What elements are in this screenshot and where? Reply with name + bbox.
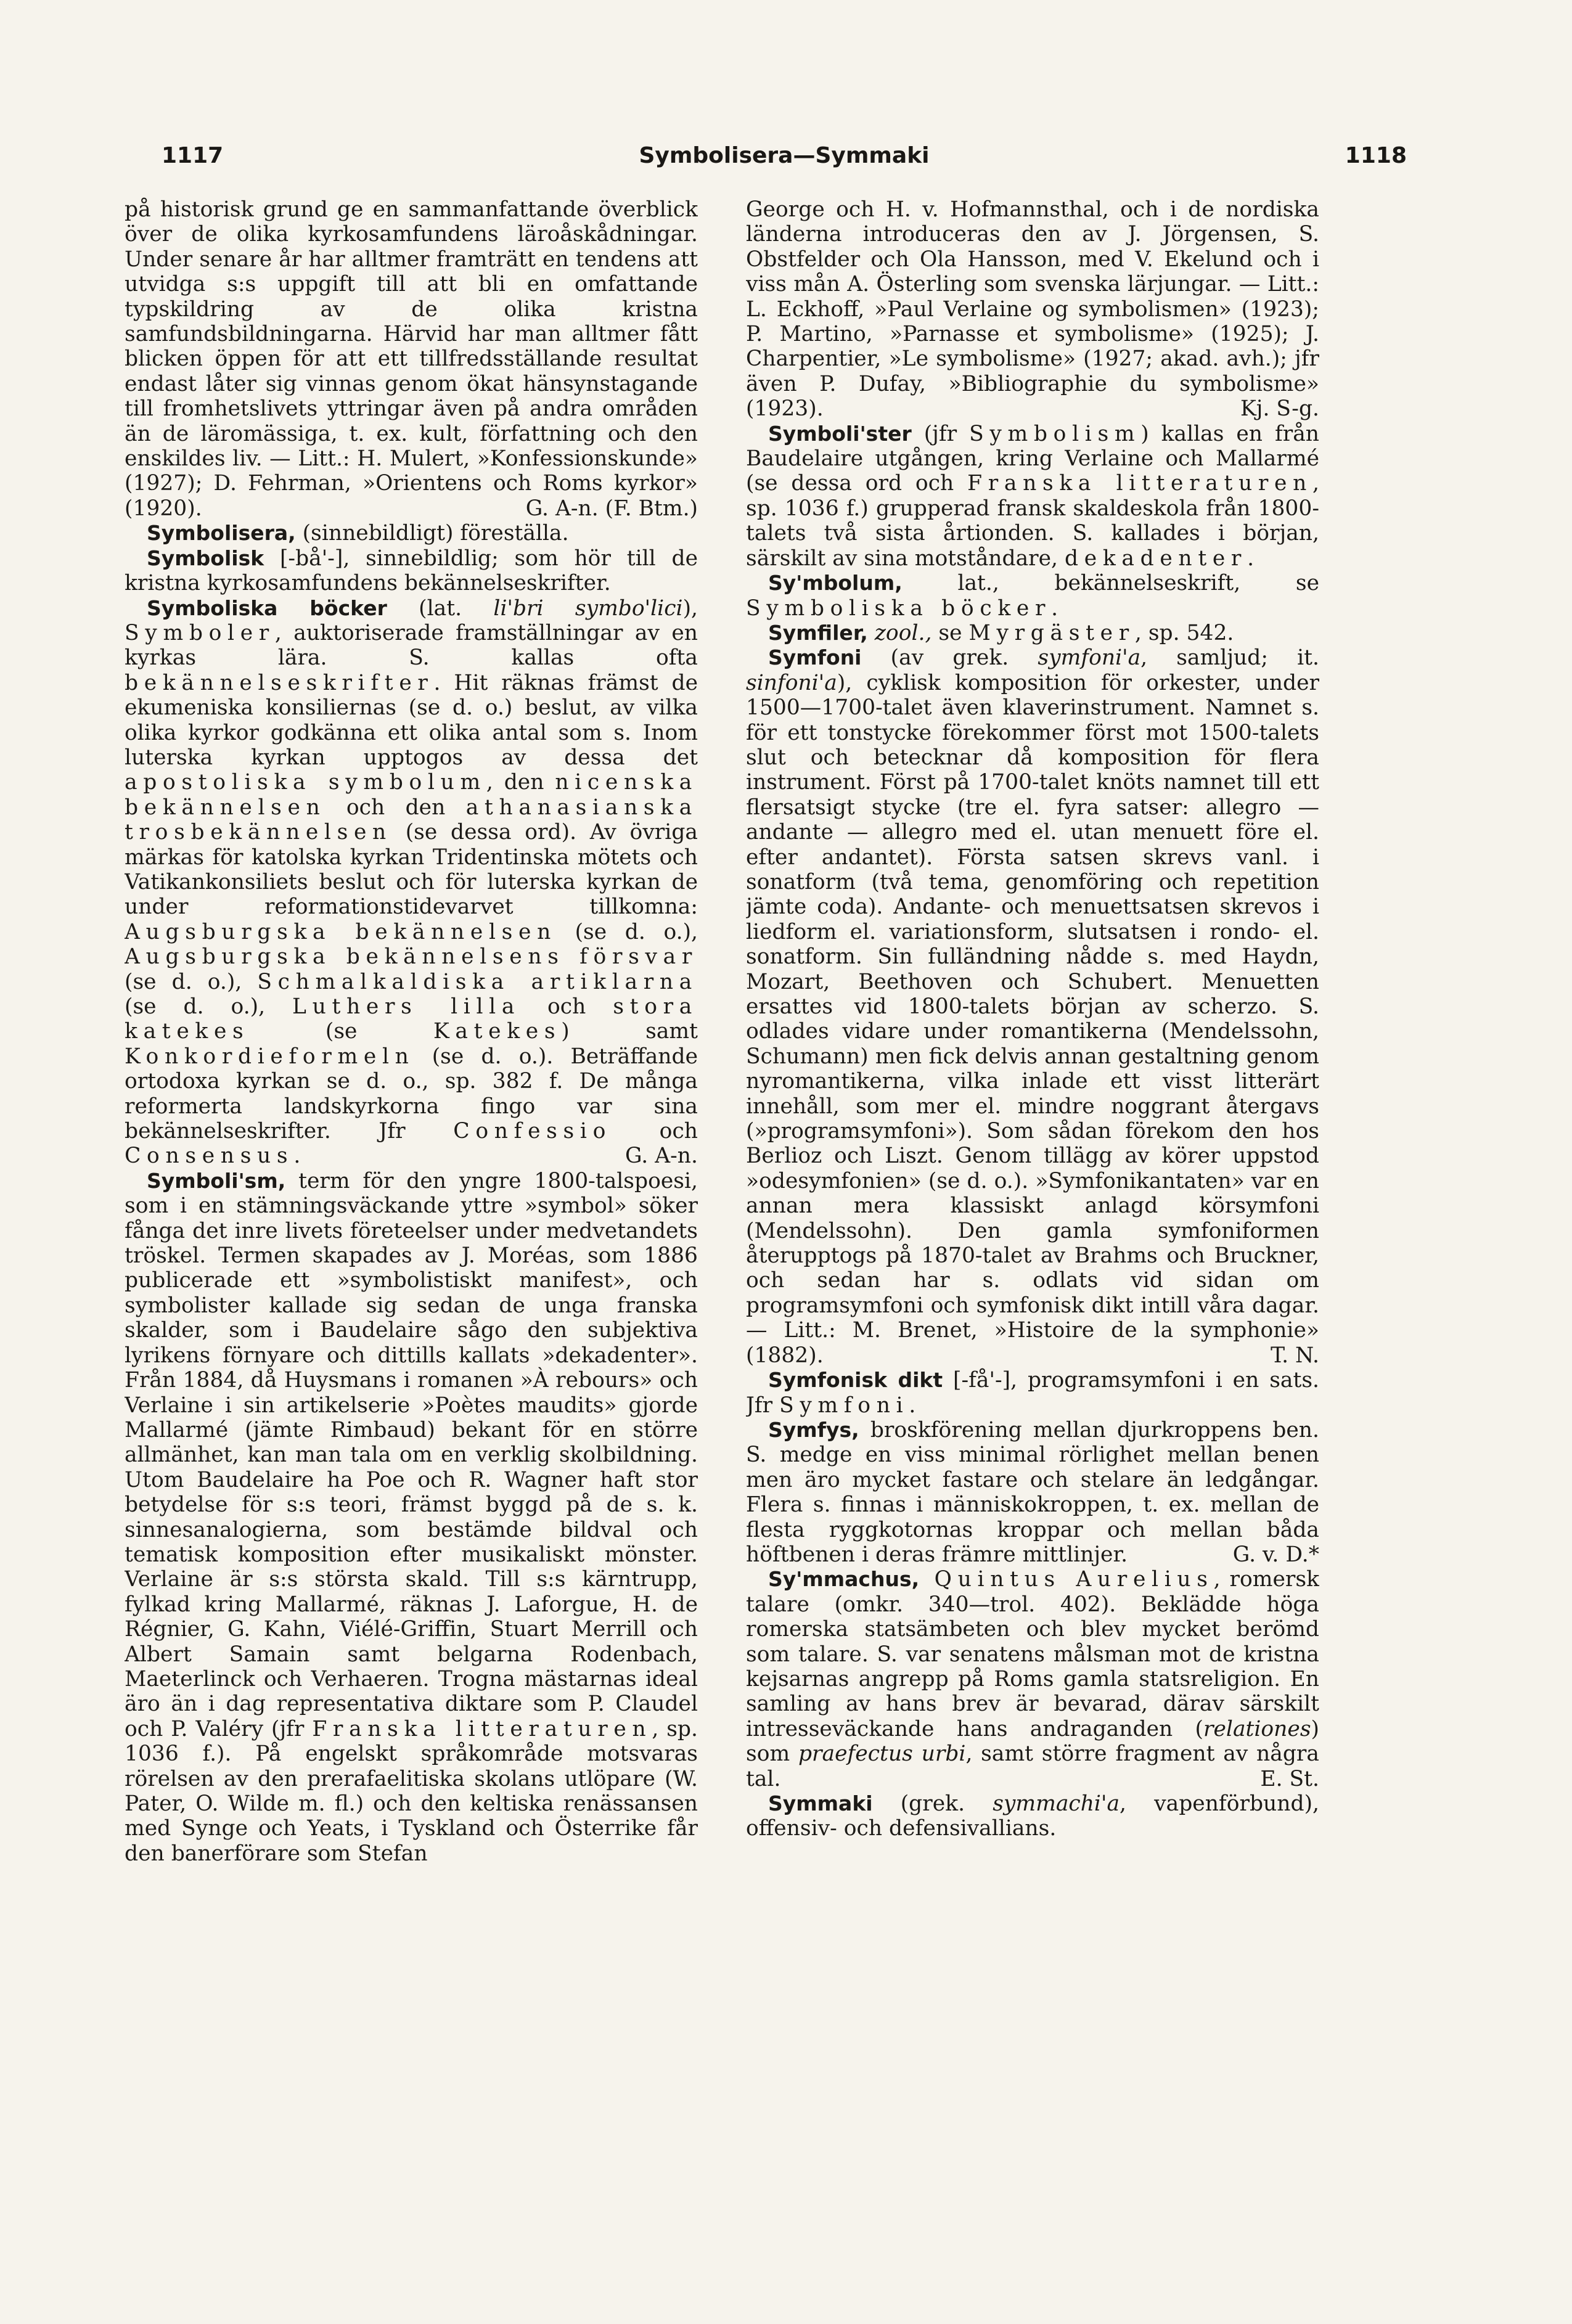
right-page-number: 1118 <box>1345 143 1407 168</box>
headword: Symfiler, <box>768 620 868 645</box>
author-signature: Kj. S-g. <box>1240 396 1319 422</box>
entry-symbolisk: Symbolisk [-bå'-], sinnebildlig; som hör till de kristna kyrkosamfundens bekännelseskrifter. <box>125 546 698 596</box>
entry-symbolisera: Symbolisera, (sinnebildligt) föreställa. <box>147 521 569 546</box>
entry-symbolism: Symboli'sm, term för den yngre 1800-talspoesi, som i en stämningsväckande yttre »symbol» söker fånga det inre livets företeelser under medvetandets tröskel. Termen skapades av J. Moréas, som 1886 publicerade ett »symbolistiskt manifest», och symbolister kallade sig sedan de unga franska skalder, som i Baudelaire sågo den subjektiva lyrikens förnyare och dittills kallats »dekadenter». Från 1884, då Huysmans i romanen »À rebours» och Verlaine i sin artikelserie »Poètes maudits» gjorde Mallarmé (jämte Rimbaud) bekant för en större allmänhet, kan man tala om en verklig skolbildning. Utom Baudelaire ha Poe och R. Wagner haft stor betydelse för s:s teori, främst byggd på de s. k. sinnesanalogierna, som bestämde bildval och tematisk komposition efter musikaliskt mönster. Verlaine är s:s största skald. Till s:s kärntrupp, fylkad kring Mallarmé, räknas J. Laforgue, H. de Régnier, G. Kahn, Viélé-Griffin, Stuart Merrill och Albert Samain samt belgarna Rodenbach, Maeterlinck och Verhaeren. Trogna mästarnas ideal äro än i dag representativa diktare som P. Claudel och P. Valéry (jfr Franska litteraturen, sp. 1036 f.). På engelskt språkområde motsvaras rörelsen av den prerafaelitiska skolans utlöpare (W. Pater, O. Wilde m. fl.) och den keltiska renässansen med Synge och Yeats, i Tyskland och Österrike får den banerförare som Stefan <box>125 1168 698 1866</box>
headword: Symfonisk dikt <box>768 1368 943 1393</box>
headword: Symbolisera, <box>147 521 296 546</box>
entry-symmachus: Sy'mmachus, Quintus Aurelius, romersk talare (omkr. 340—trol. 402). Beklädde höga romerska statsämbeten och blev mycket berömd som talare. S. var senatens målsman mot de kristna kejsarnas angrepp på Roms gamla statsreligion. En samling av hans brev är bevarad, därav särskilt intresseväckande hans andraganden (relationes) som praefectus urbi, samt större fragment av några tal. E. St. <box>746 1567 1319 1791</box>
headword: Symfys, <box>768 1417 859 1442</box>
entry-symfonisk-dikt: Symfonisk dikt [-få'-], programsymfoni i en sats. Jfr Symfoni. <box>746 1368 1319 1418</box>
entry-symboliska-bocker: Symboliska böcker (lat. li'bri symbo'lici), Symboler, auktoriserade framställningar av en kyrkas lära. S. kallas ofta bekännelseskrifter. Hit räknas främst de ekumeniska konsiliernas (se d. o.) beslut, av vilka olika kyrkor godkänna ett olika antal som s. Inom luterska kyrkan upptogos av dessa det apostoliska symbolum, den nicenska bekännelsen och den athanasianska trosbekännelsen (se dessa ord). Av övriga märkas för katolska kyrkan Tridentinska mötets och Vatikankonsiliets beslut och för luterska kyrkan de under reformationstidevarvet tillkomna: Augsburgska bekännelsen (se d. o.), Augsburgska bekännelsens försvar (se d. o.), Schmalkaldiska artiklarna (se d. o.), Luthers lilla och stora katekes (se Katekes) samt Konkordieformeln (se d. o.). Beträffande ortodoxa kyrkan se d. o., sp. 382 f. De många reformerta landskyrkorna fingo var sina bekännelseskrifter. Jfr Confessio och Consensus. G. A-n. <box>125 595 698 1169</box>
author-signature: G. v. D.* <box>1232 1542 1319 1567</box>
entry-symbolum: Sy'mbolum, lat., bekännelseskrift, se Symboliska böcker. <box>746 571 1319 621</box>
entry-symmaki: Symmaki (grek. symmachi'a, vapenförbund), offensiv- och defensivallians. <box>746 1791 1319 1841</box>
left-page-number: 1117 <box>162 143 224 168</box>
author-signature: E. St. <box>1260 1766 1319 1791</box>
entry-symfiler: Symfiler, zool., se Myrgäster, sp. 542. <box>768 620 1234 645</box>
headword: Symbolisk <box>147 546 264 570</box>
running-header <box>162 143 1407 180</box>
left-column <box>125 197 698 2232</box>
entry-symbolister: Symboli'ster (jfr Symbolism) kallas en från Baudelaire utgången, kring Verlaine och Mallarmé (se dessa ord och Franska litteraturen, sp. 1036 f.) grupperad fransk skaldeskola från 1800-talets två sista årtionden. S. kallades i början, särskilt av sina motståndare, dekadenter. <box>746 421 1319 571</box>
headword: Symfoni <box>768 645 862 670</box>
headword: Symboliska böcker <box>147 595 387 620</box>
entry-continuation: George och H. v. Hofmannsthal, och i de nordiska länderna introduceras den av J. Jörgensen, S. Obstfelder och Ola Hansson, med V. Ekelund och i viss mån A. Österling som svenska lärjungar. — Litt.: L. Eckhoff, »Paul Verlaine og symbolismen» (1923); P. Martino, »Parnasse et symbolisme» (1925); J. Charpentier, »Le symbolisme» (1927; akad. avh.); jfr även P. Dufay, »Bibliographie du symbolisme» (1923). Kj. S-g. <box>746 197 1319 422</box>
running-title: Symbolisera—Symmaki <box>639 143 930 168</box>
entry-symfys: Symfys, broskförening mellan djurkroppens ben. S. medge en viss minimal rörlighet mellan benen men äro mycket fastare och stelare än ledgångar. Flera s. finnas i människokroppen, t. ex. mellan de flesta ryggkotornas kroppar och mellan båda höftbenen i deras främre mittlinjer. G. v. D.* <box>746 1417 1319 1567</box>
headword: Symboli'ster <box>768 421 912 446</box>
author-signature: G. A-n. <box>624 1144 698 1169</box>
headword: Sy'mbolum, <box>768 571 903 595</box>
headword: Symmaki <box>768 1791 873 1815</box>
right-column <box>746 197 1319 2232</box>
headword: Symboli'sm, <box>147 1168 286 1193</box>
author-signature: G. A-n. (F. Btm.) <box>525 496 698 521</box>
entry-continuation: på historisk grund ge en sammanfattande överblick över de olika kyrkosamfundens läroåskådningar. Under senare år har alltmer framträtt en tendens att utvidga s:s uppgift till att bli en omfattande typskildring av de olika kristna samfundsbildningarna. Härvid har man alltmer fått blicken öppen för att ett tillfredsställande resultat endast låter sig vinnas genom ökat hänsynstagande till fromhetslivets yttringar även på andra områden än de läromässiga, t. ex. kult, författning och den enskildes liv. — Litt.: H. Mulert, »Konfessionskunde» (1927); D. Fehrman, »Orientens och Roms kyrkor» (1920). G. A-n. (F. Btm.) <box>125 197 698 521</box>
headword: Sy'mmachus, <box>768 1567 920 1592</box>
author-signature: T. N. <box>1271 1343 1319 1368</box>
entry-symfoni: Symfoni (av grek. symfoni'a, samljud; it. sinfoni'a), cyklisk komposition för orkester, under 1500—1700-talet även klaverinstrument. Namnet s. för ett tonstycke förekommer först mot 1500-talets slut och betecknar då komposition för flera instrument. Först på 1700-talet knöts namnet till ett flersatsigt stycke (tre el. fyra satser: allegro — andante — allegro med el. utan menuett före el. efter andantet). Första satsen skrevs vanl. i sonatform (två tema, genomföring och repetition jämte coda). Andante- och menuettsatsen skrevos i liedform el. variationsform, slutsatsen i rondo- el. sonatform. Sin fulländning nådde s. med Haydn, Mozart, Beethoven och Schubert. Menuetten ersattes vid 1800-talets början av scherzo. S. odlades vidare under romantikerna (Mendelssohn, Schumann) men fick delvis annan gestaltning genom nyromantikerna, vilka inlade ett visst litterärt innehåll, som mer el. mindre noggrant återgavs (»programsymfoni»). Som sådan förekom den hos Berlioz och Liszt. Genom tillägg av körer uppstod »odesymfonien» (se d. o.). »Symfonikantaten» var en annan mera klassiskt anlagd körsymfoni (Mendelssohn). Den gamla symfoniformen återupptogs på 1870-talet av Brahms och Bruckner, och sedan har s. odlats vid sidan om programsymfoni och symfonisk dikt intill våra dagar. — Litt.: M. Brenet, »Histoire de la symphonie» (1882). T. N. <box>746 645 1319 1368</box>
